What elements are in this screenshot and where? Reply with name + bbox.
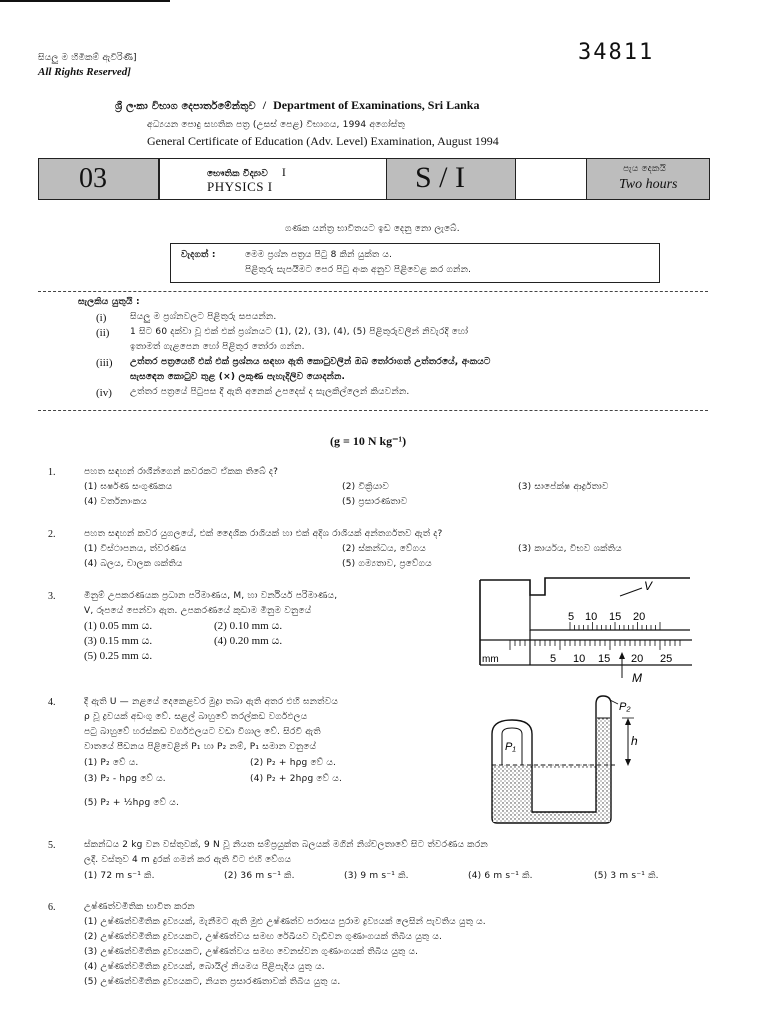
option: (1) ඝර්ෂණ සංගුණකය	[84, 482, 173, 492]
option: (5) P₂ + ½hρg වේ ය.	[84, 798, 180, 808]
department-en: Department of Examinations, Sri Lanka	[273, 98, 480, 112]
exam-title-si: අධ්‍යයන පොදු සහතික පත්‍ර (උසස් පෙළ) විභාගය, 1994 අගෝස්තු	[147, 120, 406, 130]
option: (3) කාර්යය, විභව ශක්තිය	[518, 544, 622, 554]
vernier-tick-label: 5	[568, 611, 575, 623]
department-line	[115, 96, 479, 114]
option: (5) ගම්‍යතාව, ප්‍රවේගය	[342, 559, 432, 569]
question-stem-line: V, රූපයේ පෙන්වා ඇත. උපකරණයේ කුඩාම මිනුම වනුයේ	[84, 606, 312, 616]
option: (1) P₂ වේ ය.	[84, 758, 139, 768]
subject-name-box	[158, 158, 388, 200]
instruction-item: ඉතාමත් ගැළපෙන හෝ පිළිතුර තෝරා ගන්න.	[130, 342, 305, 352]
vernier-scale-ticks	[570, 622, 660, 630]
option: (2) 0.10 mm ය.	[214, 620, 283, 632]
option: (1) 0.05 mm ය.	[84, 620, 153, 632]
top-rule	[0, 0, 170, 2]
question-number: 1.	[48, 467, 56, 478]
main-tick-label: 5	[550, 653, 557, 665]
gravity-constant: (g = 10 N kg⁻¹)	[330, 434, 407, 448]
vernier-tick-label: 10	[585, 611, 598, 623]
question-number: 3.	[48, 591, 56, 602]
m-label: M	[632, 671, 642, 685]
option: (4) වර්තනාංකය	[84, 497, 147, 507]
duration-si: පැය දෙකයි	[623, 164, 667, 174]
u-tube-figure	[478, 690, 658, 830]
copyright-en: All Rights Reserved]	[38, 66, 131, 78]
option: (2) 36 m s⁻¹ කි.	[224, 871, 295, 881]
main-tick-label: 15	[598, 653, 611, 665]
question-number: 2.	[48, 529, 56, 540]
p1-label: P₁	[505, 741, 516, 753]
main-tick-label: 10	[573, 653, 586, 665]
instruction-item: සැසඳෙන කොටුව තුළ (×) ලකුණ පැහැදිලිව යොදන්න.	[130, 372, 346, 382]
question-stem: පහත සඳහන් කවර යුගලයේ, එක් දෛශික රාශියක් හා එක් අදිශ රාශියක් අන්තර්ගතව ඇත් ද?	[84, 529, 443, 539]
question-stem: පහත සඳහන් රාශීන්ගෙන් කවරකට ඒකක තිබේ ද?	[84, 467, 279, 477]
vernier-tick-label: 15	[609, 611, 622, 623]
paper-code-box	[386, 158, 516, 200]
question-stem: උෂ්ණත්වමිතික භාවිත කරන	[84, 902, 195, 912]
p2-label: P₂	[619, 701, 631, 713]
instruction-item: (ii) 1 සිට 60 දක්වා වූ එක් එක් ප්‍රශ්නයට (1), (2), (3), (4), (5) පිළිතුරුවලින් නිවැරදි හෝ	[96, 327, 469, 339]
paper-code: S / I	[415, 161, 466, 194]
option: (4) 6 m s⁻¹ කි.	[468, 871, 533, 881]
option: (2) P₂ + hρg වේ ය.	[250, 758, 337, 768]
option: (3) 0.15 mm ය.	[84, 635, 153, 647]
calculator-note: ගණක යන්ත්‍ර භාවිතයට ඉඩ දෙනු නො ලැබේ.	[285, 224, 460, 234]
option: (3) 9 m s⁻¹ කි.	[344, 871, 409, 881]
subject-code: 03	[79, 163, 107, 194]
question-number: 5.	[48, 840, 56, 851]
option: (5) උෂ්ණත්වමිතික ද්‍රව්‍යයකට, නියත ප්‍රසාරණතාවක් තිබිය යුතු ය.	[84, 977, 341, 987]
paper-number: 34811	[578, 40, 655, 65]
subject-part-si: I	[281, 165, 286, 179]
question-stem-line: දී ඇති U — නළයේ දෙකෙළවර මුද්‍රා තබා ඇති අතර එහි ඝනත්වය	[84, 697, 339, 707]
duration-en: Two hours	[619, 177, 678, 192]
notice-line-2: පිළිතුරු සැපයීමට පෙර පිටු අංක අනුව පිළිවෙළ කර ගන්න.	[245, 265, 472, 275]
instruction-item: (i) සියලු ම ප්‍රශ්නවලට පිළිතුරු සපයන්න.	[96, 312, 277, 324]
instruction-item: (iii) උත්තර පත්‍රයෙහි එක් එක් ප්‍රශ්නය සඳහා ඇති කොටුවලින් ඔබ තෝරාගත් උත්තරයේ, අංකයට	[96, 357, 491, 369]
notice-line-1: මෙම ප්‍රශ්න පත්‍රය පිටු 8 කින් යුක්ත ය.	[245, 250, 393, 260]
question-stem-line: ලදී. වස්තුව 4 m දුරක් ගමන් කර ඇති විට එහි වේගය	[84, 855, 292, 865]
option: (5) ප්‍රසාරණතාව	[342, 497, 408, 507]
instructions-list	[96, 312, 716, 402]
option: (1) විස්ථාපනය, ත්වරණය	[84, 544, 187, 554]
option: (5) 0.25 mm ය.	[84, 650, 153, 662]
option: (3) සාපේක්ෂ ආර්ද්‍රතාව	[518, 482, 609, 492]
subject-name-en: PHYSICS I	[207, 179, 273, 194]
dashed-divider-bottom	[38, 410, 708, 411]
duration-box	[586, 158, 710, 200]
instruction-item: (iv) උත්තර පත්‍රයේ පිටුපස දී ඇති අනෙක් උපදෙස් ද සැලකිල්ලෙන් කියවන්න.	[96, 387, 410, 399]
copyright-si: සියලු ම හිමිකම් ඇවිරිණි]	[38, 53, 137, 63]
department-separator: /	[262, 98, 267, 112]
option: (3) උෂ්ණත්වමිතික ද්‍රව්‍යයකට, උෂ්ණත්වය සමඟ වෙනස්වන ගුණාංගයක් තිබිය යුතු ය.	[84, 947, 419, 957]
band-spacer	[514, 158, 587, 200]
main-scale-ticks	[510, 640, 680, 650]
notice-box	[170, 243, 660, 283]
v-label: V	[644, 579, 653, 593]
notice-label: වැදගත් :	[181, 250, 216, 260]
department-si: ශ්‍රී ලංකා විභාග දෙපාර්තමේන්තුව	[115, 101, 256, 112]
option: (1) උෂ්ණත්වමිතික ද්‍රව්‍යයක්, මැනීමට ඇති මුළු උෂ්ණත්ව පරාසය පුරාම ද්‍රව්‍යයක් ලෙසින් පැවතිය යුතු ය.	[84, 917, 486, 927]
option: (4) P₂ + 2hρg වේ ය.	[250, 774, 343, 784]
vernier-caliper-figure	[470, 570, 700, 685]
instructions-heading: සැලකිය යුතුයි :	[78, 297, 140, 307]
vernier-tick-label: 20	[633, 611, 646, 623]
question-stem-line: පටු බාහුවේ හරස්කඩ වර්ගඵලයට වඩා විශාල වේ. සිරවී ඇති	[84, 727, 321, 737]
question-stem-line: මිනුම් උපකරණයක ප්‍රධාන පරිමාණය, M, හා වර්නියර් පරිමාණය,	[84, 591, 338, 601]
question-number: 4.	[48, 697, 56, 708]
option: (3) P₂ - hρg වේ ය.	[84, 774, 166, 784]
question-stem-line: ρ වූ ද්‍රවයක් අඩංගු වේ. සළල් බාහුවේ තරල්කඩ වර්ගඵලය	[84, 712, 308, 722]
option: (1) 72 m s⁻¹ කි.	[84, 871, 155, 881]
question-number: 6.	[48, 902, 56, 913]
h-label: h	[631, 734, 638, 748]
option: (4) උෂ්ණත්වමිතික ද්‍රව්‍යයක්, බොයිල් නියමය පිළිපැදිය යුතු ය.	[84, 962, 325, 972]
exam-title-en: General Certificate of Education (Adv. Level) Examination, August 1994	[147, 134, 499, 148]
option: (2) උෂ්ණත්වමිතික ද්‍රව්‍යයකට, උෂ්ණත්වය සමඟ රේඛීයව වැඩිවන ගුණාංගයක් තිබිය යුතු ය.	[84, 932, 443, 942]
unit-label: mm	[482, 654, 499, 665]
option: (5) 3 m s⁻¹ කි.	[594, 871, 659, 881]
main-tick-label: 25	[660, 653, 673, 665]
option: (2) වික්‍රියාව	[342, 482, 389, 492]
option: (4) 0.20 mm ය.	[214, 635, 283, 647]
dashed-divider-top	[38, 291, 708, 292]
question-stem-line: ස්කන්ධය 2 kg වන වස්තුවක්, 9 N වූ නියත සම්ප්‍රයුක්ත බලයක් මගින් නිශ්චලතාවේ සිට ත්වරණය කරන	[84, 840, 488, 850]
question-stem-line: වාතයේ පීඩනය පිළිවෙළින් P₁ හා P₂ නම්, P₁ සමාන වනුයේ	[84, 742, 317, 752]
option: (2) ස්කන්ධය, වේගය	[342, 544, 426, 554]
subject-name-si: භෞතික විද්‍යාව	[207, 169, 268, 179]
main-tick-label: 20	[631, 653, 644, 665]
option: (4) බලය, චාලක ශක්තිය	[84, 559, 183, 569]
subject-code-box	[38, 158, 160, 200]
